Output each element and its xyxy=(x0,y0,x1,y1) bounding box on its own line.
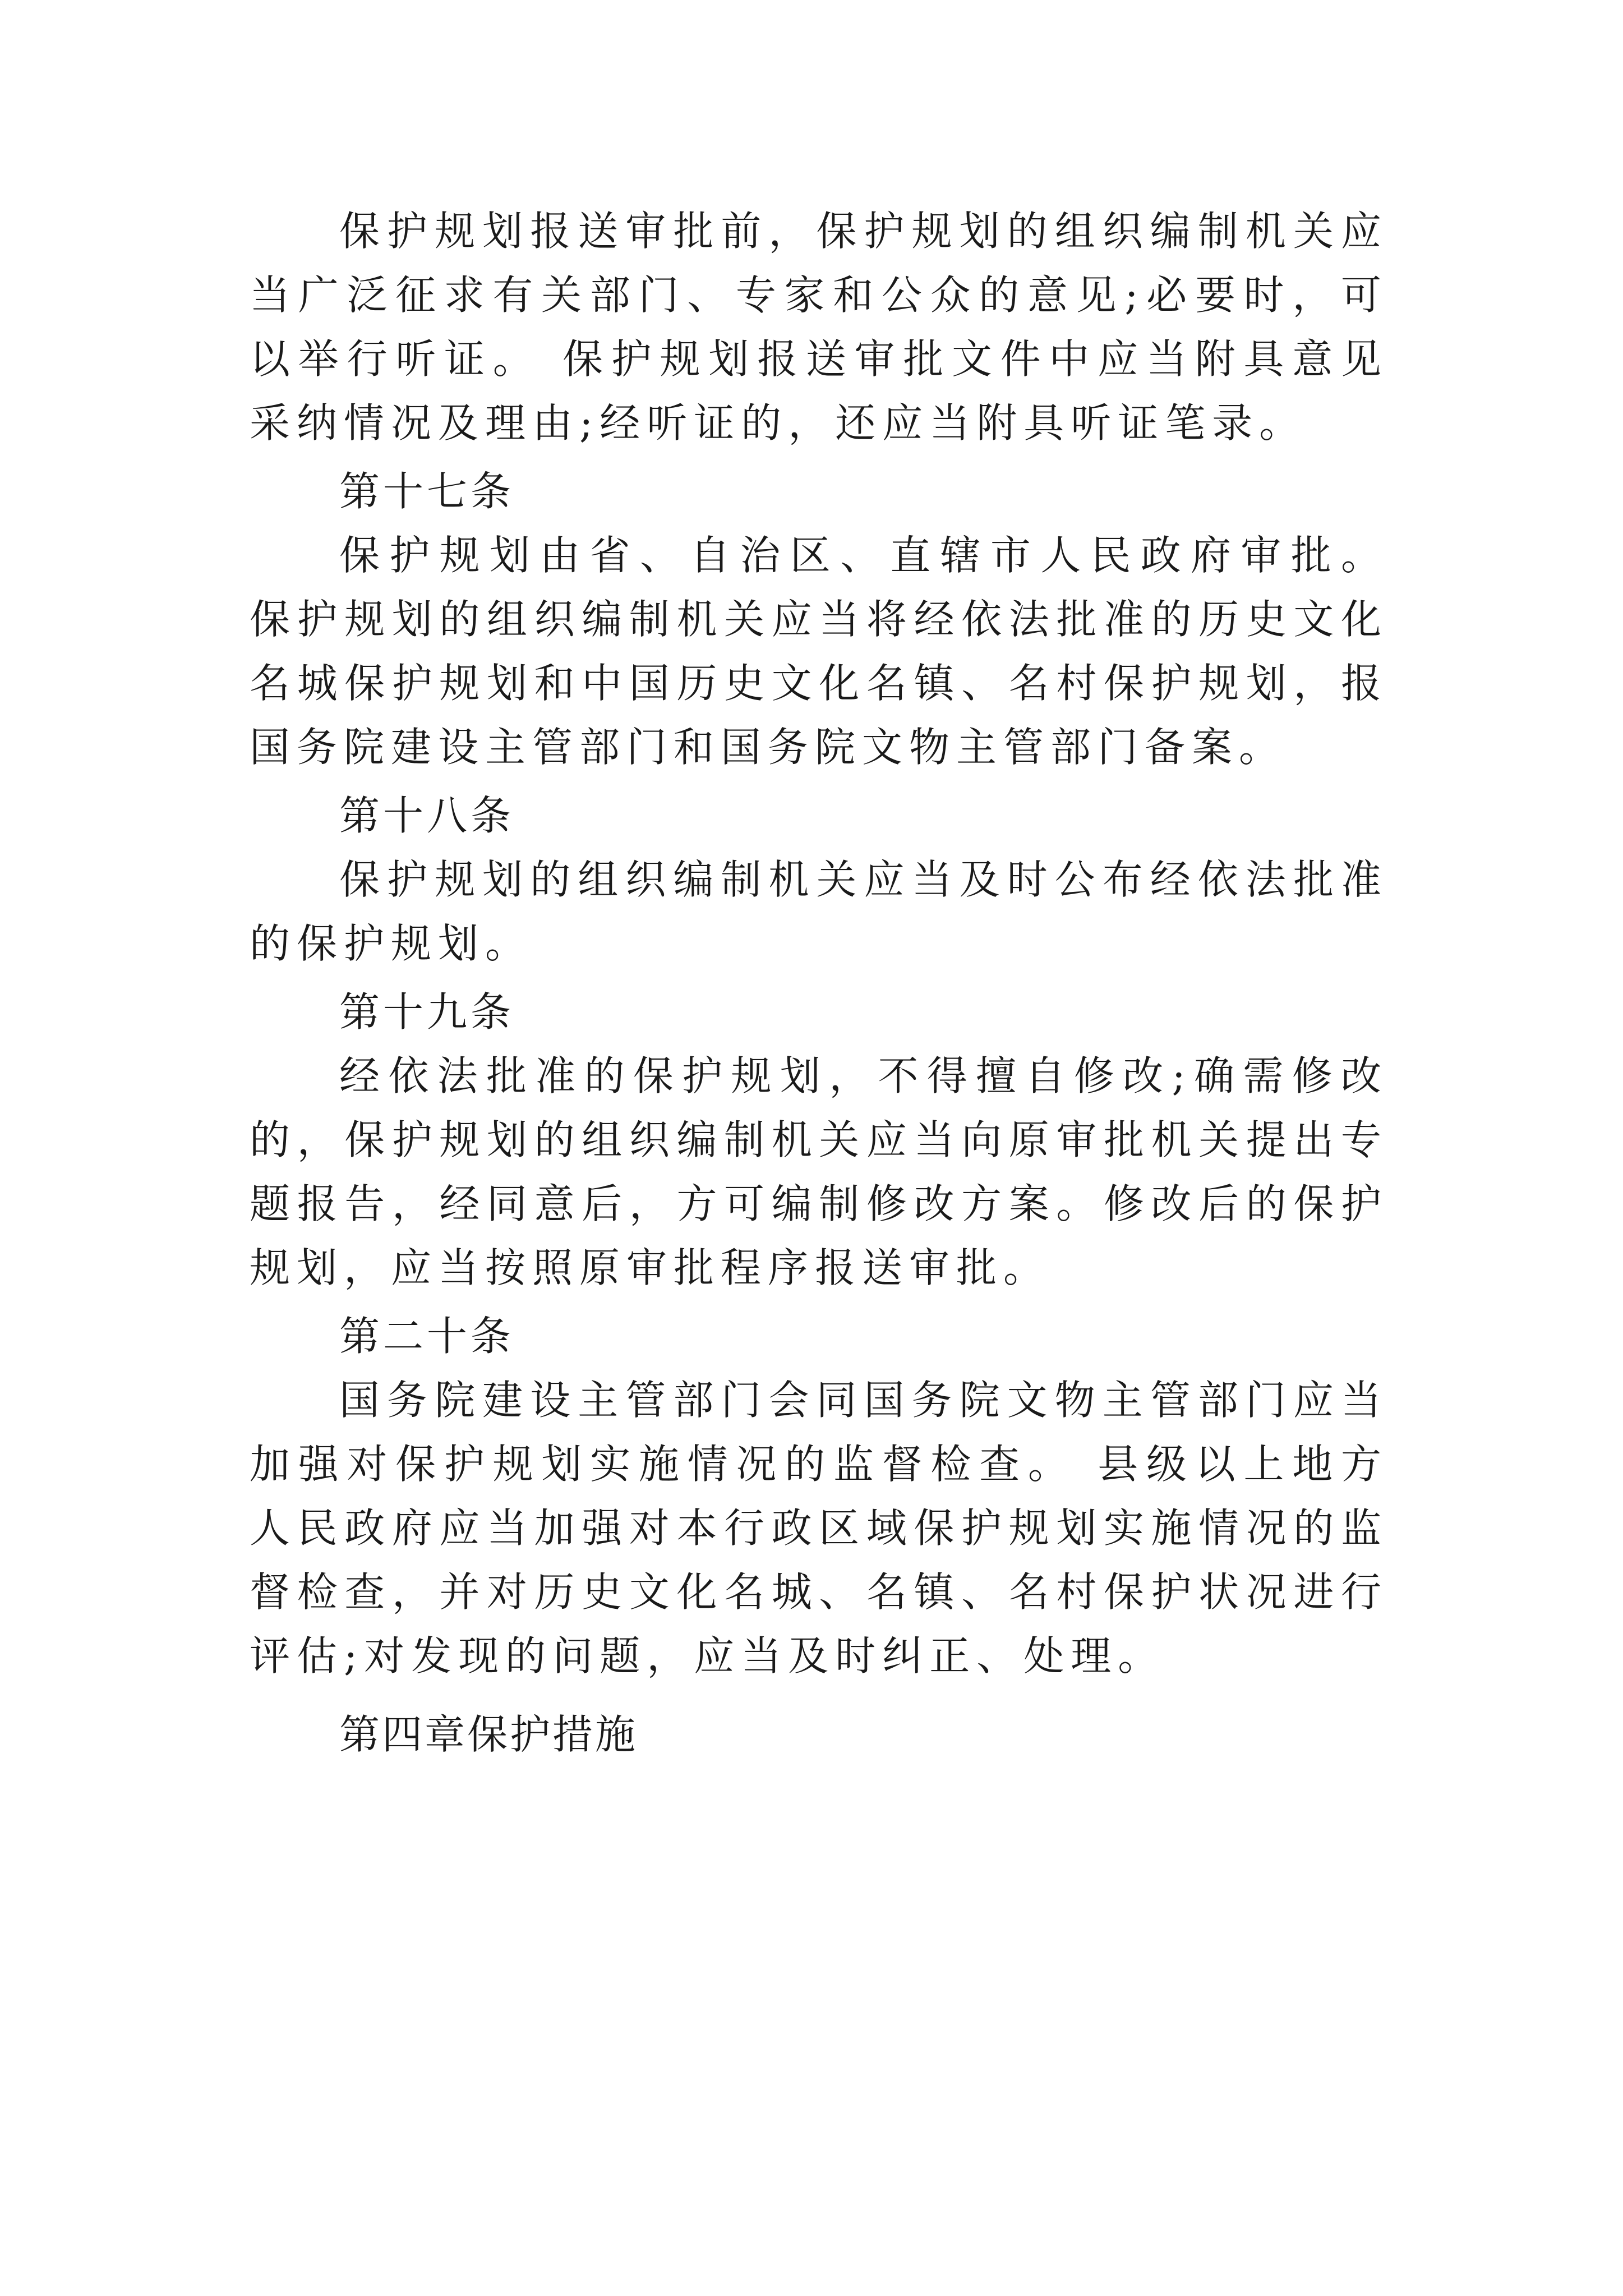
article-20-heading: 第二十条 xyxy=(339,1313,515,1360)
paragraph-approval-consultation: 保护规划报送审批前，保护规划的组织编制机关应当广泛征求有关部门、专家和公众的意见;必要时，可以举行听证。 保护规划报送审批文件中应当附具意见采纳情况及理由;经听证的，还应当附具听证笔录。 xyxy=(250,208,1388,447)
article-17-heading: 第十七条 xyxy=(339,468,515,515)
chapter-4-heading: 第四章保护措施 xyxy=(339,1711,638,1758)
article-19-text: 经依法批准的保护规划，不得擅自修改;确需修改的，保护规划的组织编制机关应当向原审批机关提出专题报告，经同意后，方可编制修改方案。修改后的保护规划，应当按照原审批程序报送审批。 xyxy=(250,1052,1388,1291)
article-18-text: 保护规划的组织编制机关应当及时公布经依法批准的保护规划。 xyxy=(250,856,1388,967)
article-19-heading: 第十九条 xyxy=(339,988,515,1036)
article-18-heading: 第十八条 xyxy=(339,792,515,839)
article-17-text: 保护规划由省、自治区、直辖市人民政府审批。 保护规划的组织编制机关应当将经依法批准的历史文化名城保护规划和中国历史文化名镇、名村保护规划，报国务院建设主管部门和国务院文物主管部门备案。 xyxy=(250,532,1388,771)
document-body xyxy=(250,199,1388,1766)
article-20-text: 国务院建设主管部门会同国务院文物主管部门应当加强对保护规划实施情况的监督检查。 县级以上地方人民政府应当加强对本行政区域保护规划实施情况的监督检查，并对历史文化名城、名镇、名村保护状况进行评估;对发现的问题，应当及时纠正、处理。 xyxy=(250,1377,1388,1680)
